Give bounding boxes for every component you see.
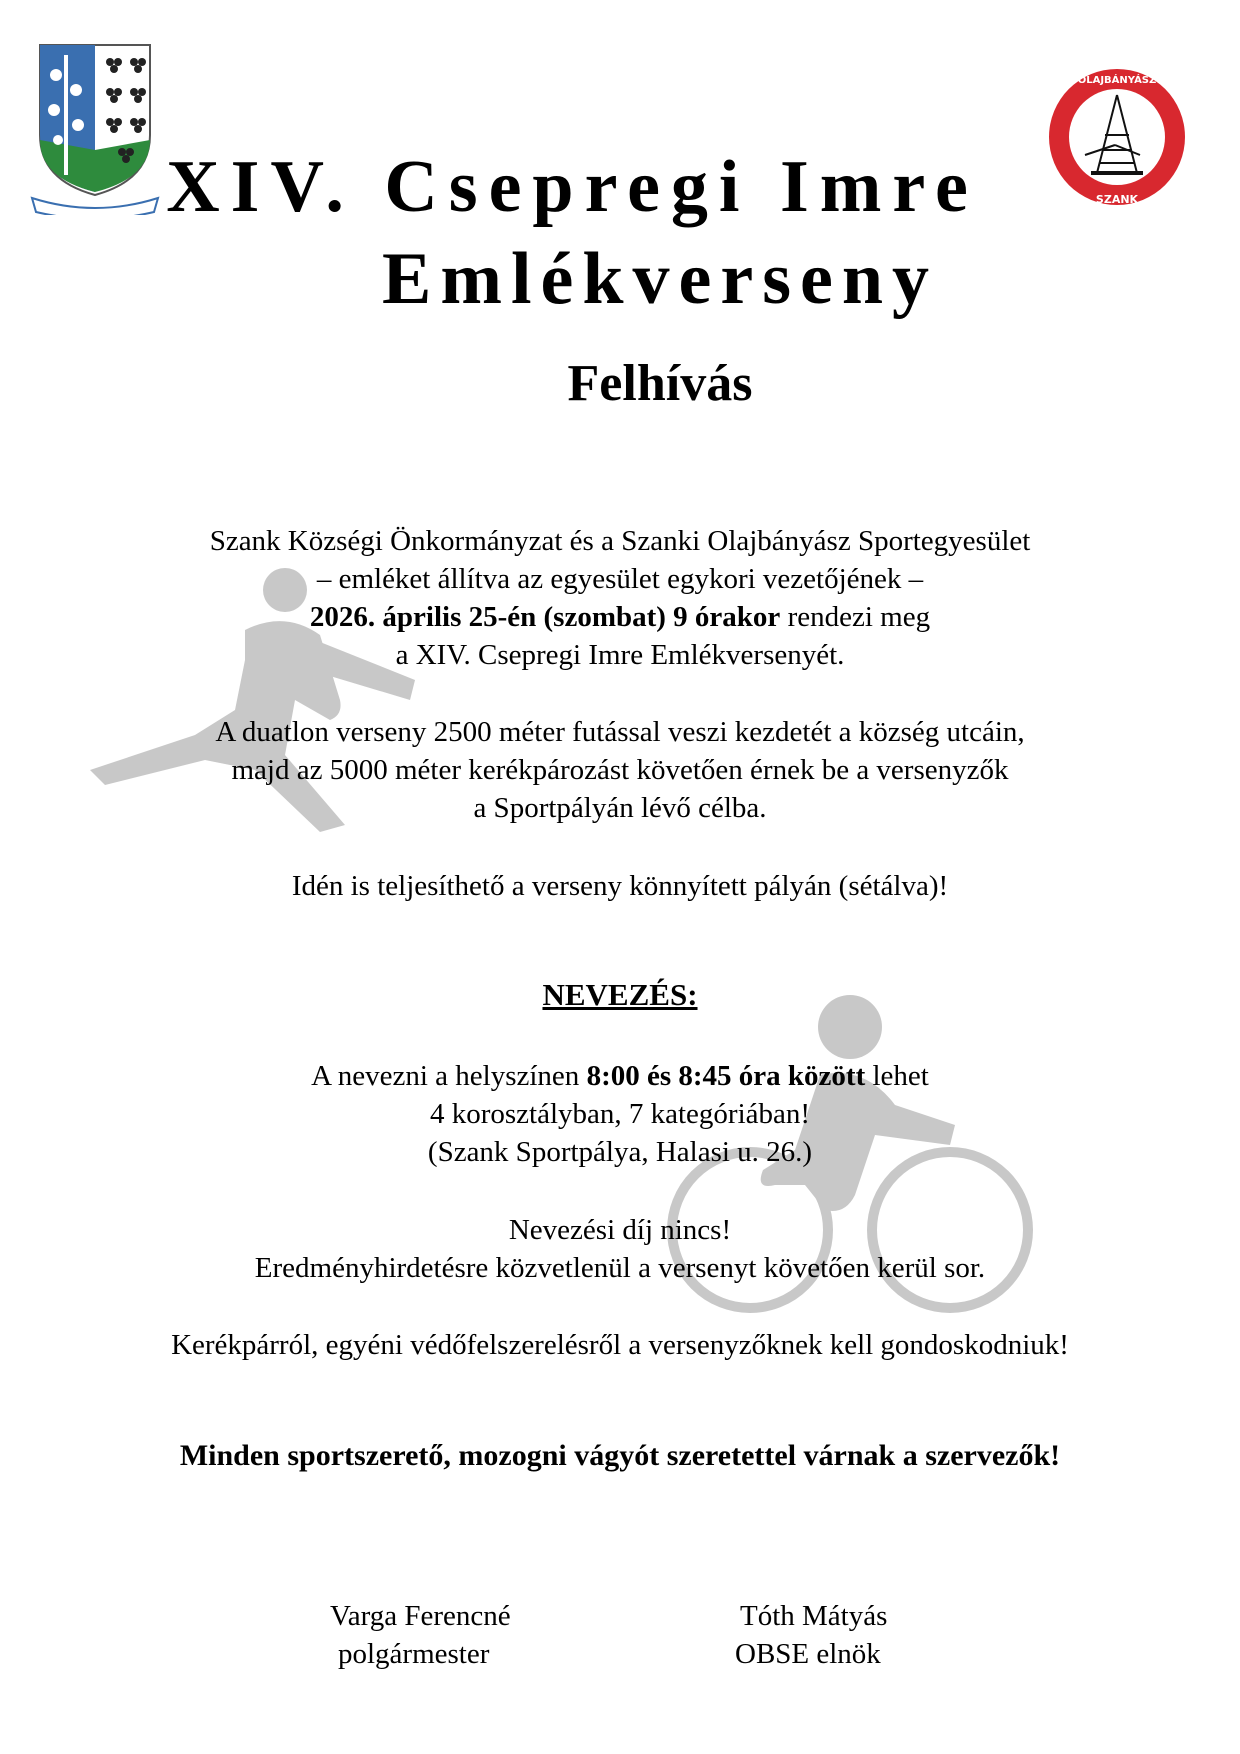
page-title-line-1: XIV. Csepregi Imre [166,146,979,228]
entry-paragraph [0,1057,1240,1171]
equipment-paragraph: Kerékpárról, egyéni védőfelszerelésről a versenyzőknek kell gondoskodniuk! [171,1329,1069,1361]
svg-text:SZANK: SZANK [1095,193,1139,206]
intro-line-3 [0,598,1240,636]
intro-paragraph [0,522,1240,674]
duathlon-line-3: a Sportpályán lévő célba. [473,792,767,824]
entry-line-1-pre: A nevezni a helyszínen [311,1060,587,1092]
duathlon-line-2: majd az 5000 méter kerékpározást követően érnek be a versenyzők [231,754,1009,786]
fee-line-1: Nevezési díj nincs! [508,1214,732,1246]
page-subtitle: Felhívás [567,355,753,412]
entry-time: 8:00 és 8:45 óra között [586,1060,866,1092]
signature-name: Varga Ferencné [330,1600,511,1632]
entry-heading: NEVEZÉS: [542,977,698,1012]
signature-left [330,1597,570,1673]
duathlon-line-1: A duatlon verseny 2500 méter futással veszi kezdetét a község utcáin, [215,716,1025,748]
entry-line-2: 4 korosztályban, 7 kategóriában! [429,1098,811,1130]
intro-line-2: – emléket állítva az egyesület egykori vezetőjének – [316,563,924,595]
fee-paragraph [0,1211,1240,1287]
duathlon-paragraph [0,713,1240,827]
fee-line-2: Eredményhirdetésre közvetlenül a versenyt követően kerül sor. [254,1252,986,1284]
signature-right [735,1597,975,1673]
intro-line-3-rest: rendezi meg [780,601,931,633]
walk-paragraph: Idén is teljesíthető a verseny könnyített pályán (sétálva)! [291,870,949,902]
entry-line-1 [0,1057,1240,1095]
entry-line-1-post: lehet [865,1060,929,1092]
signature-role: OBSE elnök [735,1638,881,1670]
closing-statement: Minden sportszerető, mozogni vágyót szeretettel várnak a szervezők! [179,1439,1061,1472]
intro-line-1: Szank Községi Önkormányzat és a Szanki Olajbányász Sportegyesület [209,525,1031,557]
signature-role: polgármester [338,1638,490,1670]
signature-name: Tóth Mátyás [740,1600,888,1632]
entry-line-3: (Szank Sportpálya, Halasi u. 26.) [427,1136,813,1168]
svg-text:OLAJBÁNYÁSZ: OLAJBÁNYÁSZ [1077,75,1157,86]
intro-line-4: a XIV. Csepregi Imre Emlékversenyét. [395,639,845,671]
page-title-line-2: Emlékverseny [381,238,939,320]
event-date-time: 2026. április 25-én (szombat) 9 órakor [309,601,781,633]
